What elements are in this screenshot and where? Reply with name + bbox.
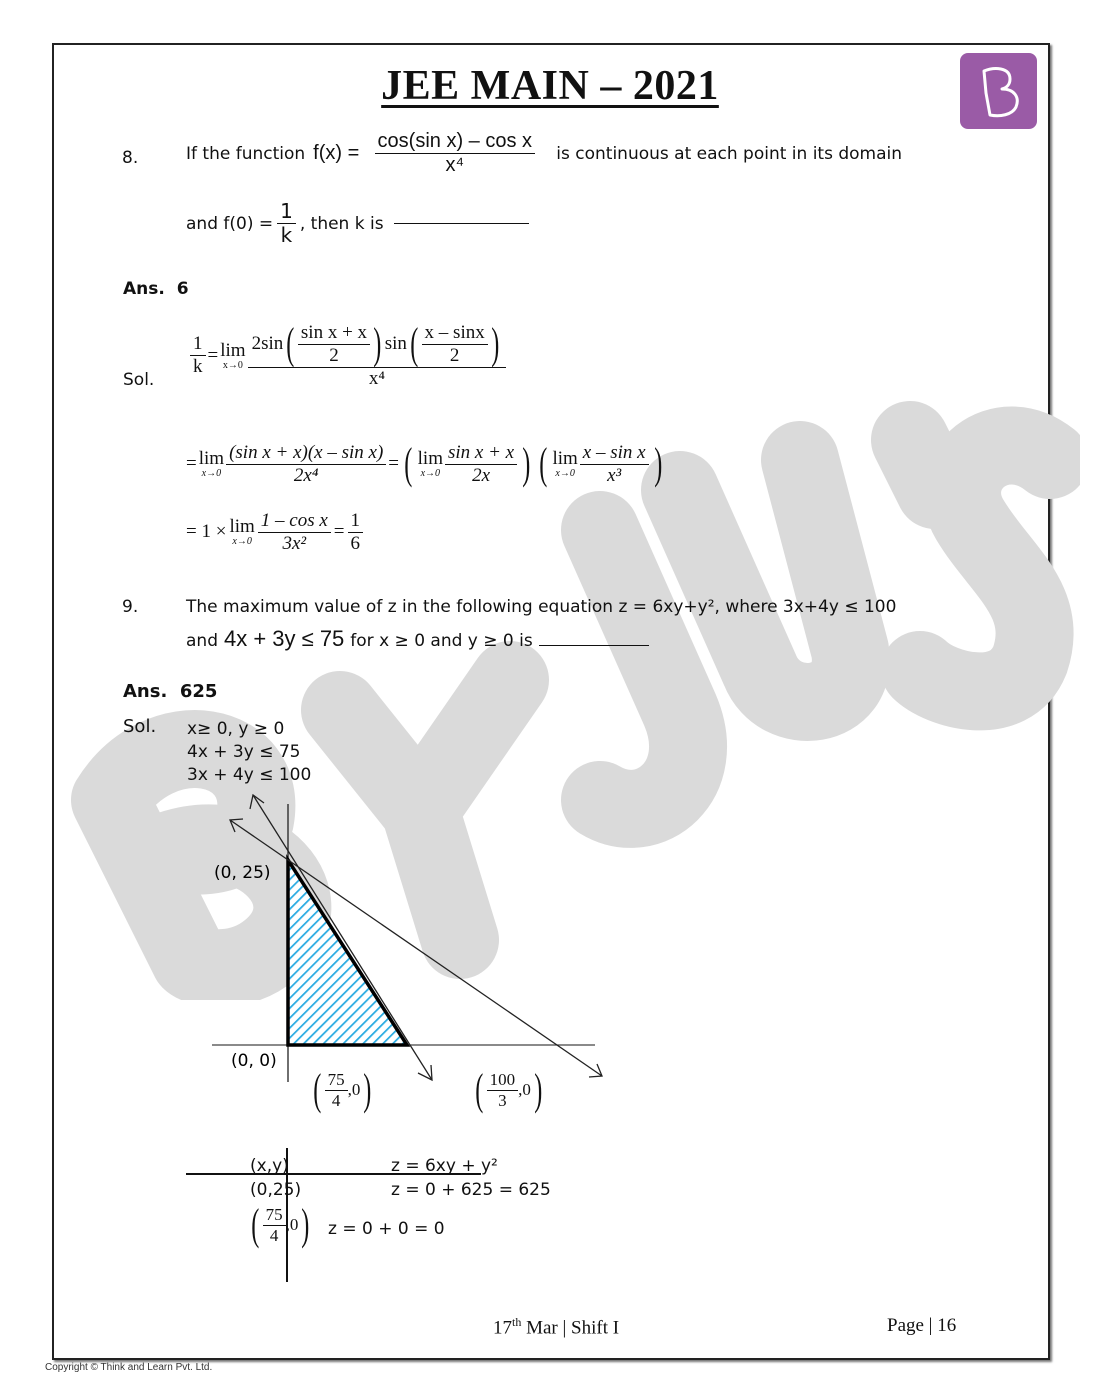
table-row-2-value: z = 0 + 0 = 0 — [328, 1219, 445, 1239]
byjus-b-icon — [960, 53, 1037, 129]
q9-constraint: 4x + 3y ≤ 75 — [223, 626, 345, 651]
byjus-logo — [960, 53, 1037, 129]
q9-answer: Ans. 625 — [123, 681, 218, 702]
q8-answer: Ans. 6 — [123, 279, 189, 299]
label-x-intercept-100-3: ( $\frac{100}{3}$ ,0 ) — [475, 1065, 543, 1114]
table-header-z: z = 6xy + y² — [391, 1156, 498, 1176]
step1-big-fraction: 2sin ( $\frac{\text{sin x + x}}{2}$ ) sin ( $\frac{x - \sin x}{2}$ ) x⁴ — [248, 322, 507, 390]
copyright-notice: Copyright © Think and Learn Pvt. Ltd. — [45, 1362, 213, 1373]
table-header-point: (x,y) — [250, 1156, 289, 1176]
q9-answer-blank — [539, 645, 649, 646]
label-x-intercept-75-4: ( $\frac{75}{4}$ ,0 ) — [313, 1065, 372, 1114]
question-8-line1 — [186, 130, 902, 177]
q9-answer-value: 625 — [179, 681, 218, 702]
page-title: JEE MAIN – 2021 — [381, 63, 719, 109]
q8-fx: f(x) = — [313, 142, 360, 164]
q8-line2-suffix: , then k is — [299, 213, 384, 234]
question-9-number: 9. — [122, 597, 139, 617]
q8-line2-prefix: and f(0) = — [186, 213, 274, 234]
table-row-2-point: ( $\frac{75}{4}$ ,0 ) — [251, 1200, 310, 1249]
q8-function-fraction: $\frac{\text{cos(sin x) – cos x}}{\text{x⁴}}$ — [367, 130, 542, 177]
q9-constraints: x≥ 0, y ≥ 0 4x + 3y ≤ 75 3x + 4y ≤ 100 — [187, 719, 312, 785]
feasible-region — [288, 860, 407, 1045]
q8-answer-value: 6 — [176, 279, 189, 299]
line-3x-4y-100 — [230, 820, 602, 1076]
q8-solution-step2: = lim x→0 $\frac{\text{(sin x + x)(x – sin x)}}{\text{2x⁴}}$ = ( lim x→0 $\frac{\text{sin x + x}}{2x}$ ) ( lim x→0 $\frac{\text{x – sin x}}{\text{x³}}$ ) — [186, 439, 662, 489]
q8-suffix: is continuous at each point in its domain — [556, 143, 903, 164]
table-row-1-value: z = 0 + 625 = 625 — [391, 1180, 551, 1200]
question-8-line2 — [186, 200, 529, 247]
table-row-1-point: (0,25) — [250, 1180, 302, 1200]
footer-date-shift: 17th Mar | Shift I — [493, 1315, 620, 1339]
q8-solution-step3: = 1 × lim x→0 $\frac{\text{1 – cos x}}{\text{3x²}}$ = $\frac{1}{6}$ — [186, 510, 363, 555]
q8-prefix: If the function — [186, 143, 306, 164]
question-9-line2: and 4x + 3y ≤ 75 for x ≥ 0 and y ≥ 0 is — [186, 626, 649, 652]
q8-one-over-k: $\frac{1}{k}$ — [277, 200, 296, 247]
question-8-number: 8. — [122, 148, 139, 168]
q8-answer-blank — [394, 223, 529, 224]
footer-page-number: Page | 16 — [887, 1315, 957, 1336]
question-9-line1: The maximum value of z in the following equation z = 6xy+y², where 3x+4y ≤ 100 — [186, 597, 897, 617]
q8-solution-label: Sol. — [123, 370, 155, 390]
feasible-region-graph — [180, 790, 620, 1130]
q9-solution-label: Sol. — [123, 716, 157, 737]
label-y-intercept: (0, 25) — [214, 863, 271, 883]
q8-solution-step1: $\frac{1}{k}$ = lim x→0 2sin ( $\frac{\text{sin x + x}}{2}$ ) sin ( $\frac{x - \sin x}{2}$ ) x⁴ — [190, 322, 506, 390]
label-origin: (0, 0) — [231, 1051, 277, 1071]
